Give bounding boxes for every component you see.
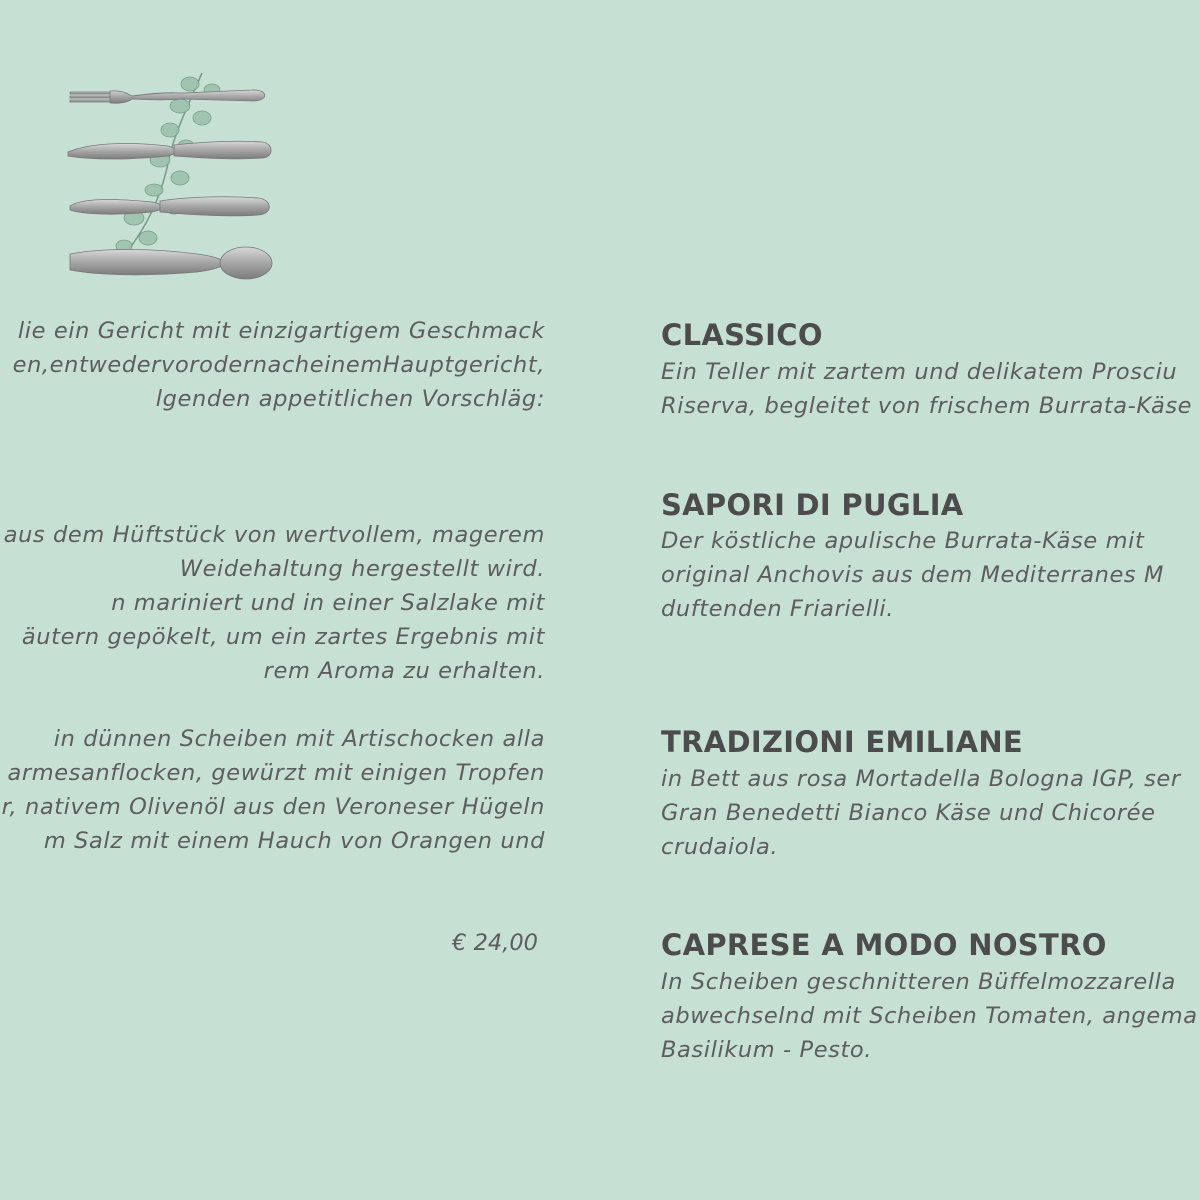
dish-description-line: Riserva, begleitet von frischem Burrata-Käse: [661, 393, 1193, 419]
dish-description-line: In Scheiben geschnitteren Büffelmozzarella: [661, 969, 1176, 995]
dish-description-line: duftenden Friarielli.: [661, 596, 895, 622]
dish-description-line: original Anchovis aus dem Mediterranes M: [661, 562, 1164, 588]
dish-title-sapori-di-puglia: SAPORI DI PUGLIA: [661, 488, 964, 522]
dish-description-line: äutern gepökelt, um ein zartes Ergebnis mit: [21, 624, 545, 650]
dish-description-line: Ein Teller mit zartem und delikatem Prosciu: [661, 359, 1178, 385]
dish-description-line: Gran Benedetti Bianco Käse und Chicorée: [661, 800, 1156, 826]
dish-title-tradizioni-emiliane: TRADIZIONI EMILIANE: [661, 725, 1023, 759]
dish-price: € 24,00: [452, 930, 538, 956]
dish-description-line: in Bett aus rosa Mortadella Bologna IGP, ser: [661, 766, 1181, 792]
intro-text-line: lie ein Gericht mit einzigartigem Geschmack: [17, 318, 545, 344]
dish-description-line: armesanflocken, gewürzt mit einigen Tropfen: [7, 760, 545, 786]
dish-description-line: m Salz mit einem Hauch von Orangen und: [43, 828, 545, 854]
intro-text-line: en,entwedervorodernacheinemHauptgericht,: [12, 352, 545, 378]
dish-title-classico: CLASSICO: [661, 318, 823, 352]
dish-description-line: Basilikum - Pesto.: [661, 1037, 873, 1063]
dish-description-line: abwechselnd mit Scheiben Tomaten, angema: [661, 1003, 1198, 1029]
dish-description-line: rem Aroma zu erhalten.: [263, 658, 545, 684]
dish-description-line: n mariniert und in einer Salzlake mit: [111, 590, 545, 616]
dish-description-line: Der köstliche apulische Burrata-Käse mit: [661, 528, 1145, 554]
intro-text-line: lgenden appetitlichen Vorschläg:: [155, 386, 545, 412]
dish-description-line: crudaiola.: [661, 834, 779, 860]
dish-description-line: aus dem Hüftstück von wertvollem, magerem: [3, 522, 545, 548]
dish-description-line: Weidehaltung hergestellt wird.: [179, 556, 545, 582]
dish-description-line: in dünnen Scheiben mit Artischocken alla: [53, 726, 545, 752]
dish-description-line: r, nativem Olivenöl aus den Veroneser Hügeln: [1, 794, 545, 820]
cutlery-with-eucalyptus-icon: [62, 68, 282, 283]
dish-title-caprese-a-modo-nostro: CAPRESE A MODO NOSTRO: [661, 928, 1107, 962]
